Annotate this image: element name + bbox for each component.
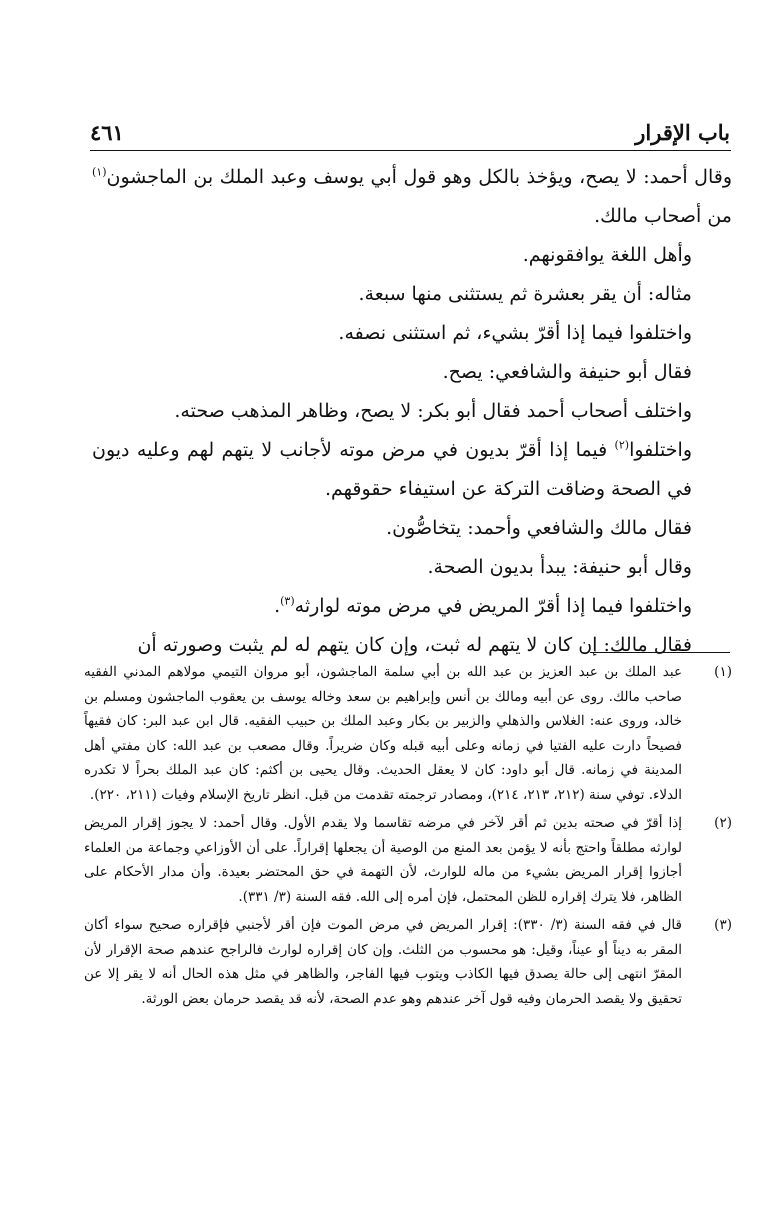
paragraph-3: مثاله: أن يقر بعشرة ثم يستثنى منها سبعة. (358, 283, 692, 305)
footnote-2 (84, 811, 732, 909)
chapter-title: باب الإقرار (635, 120, 730, 145)
footnote-3 (84, 913, 732, 1011)
running-header (90, 118, 730, 158)
page-number: ٤٦١ (90, 120, 124, 145)
paragraph-7: واختلفوا$^{(٢)}$ فيما إذا أقرّ بديون في مرض موته لأجانب لا يتهم لهم وعليه ديون في الصحة وضاقت التركة عن استيفاء حقوقهم. (92, 438, 692, 500)
footnote-1 (84, 660, 732, 807)
footnote-text: قال في فقه السنة (٣/ ٣٣٠): إقرار المريض في مرض الموت فإن أقر لأجنبي فإقراره صحيح سواء أكان المقر به ديناً أو عيناً، وقيل: هو محسوب من الثلث. وإن كان إقراره لوارث فالراجح عندهم صحة الإقرار لأن المقرّ انتهى إلى حالة يصدق فيها الكاذب ويتوب فيها الفاجر، والظاهر في مثل هذه الحال أنه لا يقر إلا عن تحقيق ولا يقصد الحرمان وفيه قول آخر عندهم وهو عدم الصحة، لأنه قد يقصد حرمان بعض الورثة. (84, 917, 682, 1007)
paragraph-8: فقال مالك والشافعي وأحمد: يتخاصُّون. (386, 517, 692, 539)
paragraph-4: واختلفوا فيما إذا أقرّ بشيء، ثم استثنى نصفه. (338, 322, 692, 344)
paragraph-5: فقال أبو حنيفة والشافعي: يصح. (442, 361, 692, 383)
paragraph-1: وقال أحمد: لا يصح، ويؤخذ بالكل وهو قول أبي يوسف وعبد الملك بن الماجشون$^{(١)}$ من أصحاب مالك. (92, 165, 732, 227)
footnote-ref-1[interactable]: (١) (92, 165, 107, 179)
footnote-ref-3[interactable]: (٣) (280, 594, 295, 608)
footnote-number: (١) (714, 664, 732, 680)
footnote-text: إذا أقرّ في صحته بدين ثم أقر لآخر في مرضه تقاسما ولا يقدم الأول. وقال أحمد: لا يجوز إقرار المريض لوارثه مطلقاً واحتج بأنه لا يؤمن بعد المنع من الوصية أن يجعلها إقراراً. على أن الأوزاعي وجماعة من العلماء أجازوا إقرار المريض بشيء من ماله للوارث، لأن التهمة في حق المحتضر بعيدة. وأن مدار الأحكام على الظاهر، فلا يترك إقراره للظن المحتمل، فإن أمره إلى الله. فقه السنة (٣/ ٣٣١). (84, 815, 682, 905)
paragraph-11: فقال مالك: إن كان لا يتهم له ثبت، وإن كان يتهم له لم يثبت وصورته أن (137, 634, 692, 656)
paragraph-6: واختلف أصحاب أحمد فقال أبو بكر: لا يصح، وظاهر المذهب صحته. (174, 400, 692, 422)
paragraph-2: وأهل اللغة يوافقونهم. (522, 244, 692, 266)
footnote-separator (590, 652, 730, 653)
footnote-number: (٢) (714, 815, 732, 831)
paragraph-9: وقال أبو حنيفة: يبدأ بديون الصحة. (427, 556, 692, 578)
footnote-ref-2[interactable]: (٢) (614, 438, 630, 452)
header-rule (90, 150, 731, 151)
main-text (92, 158, 732, 665)
footnote-text: عبد الملك بن عبد العزيز بن عبد الله بن أبي سلمة الماجشون، أبو مروان التيمي مولاهم المدني الفقيه صاحب مالك. روى عن أبيه ومالك بن أنس وإبراهيم بن سعد وخاله يوسف بن يعقوب الماجشون ومسلم بن خالد، وروى عنه: الغلاس والذهلي والزبير بن بكار وعبد الملك بن حبيب الفقيه. قال ابن عبد البر: كان فقيهاً فصيحاً دارت عليه الفتيا في زمانه وعلى أبيه قبله وكان ضريراً. وقال مصعب بن عبد الله: كان مفتي أهل المدينة في زمانه. قال أبو داود: كان لا يعقل الحديث. وقال يحيى بن أكثم: كان عبد الملك بحراً لا تكدره الدلاء. توفي سنة (٢١٢، ٢١٣، ٢١٤)، ومصادر ترجمته تقدمت من قبل. انظر تاريخ الإسلام وفيات (٢١١، ٢٢٠). (84, 664, 682, 803)
paragraph-10: واختلفوا فيما إذا أقرّ المريض في مرض موته لوارثه$^{(٣)}$. (274, 594, 692, 617)
footnotes (84, 660, 732, 1015)
footnote-number: (٣) (714, 917, 732, 933)
